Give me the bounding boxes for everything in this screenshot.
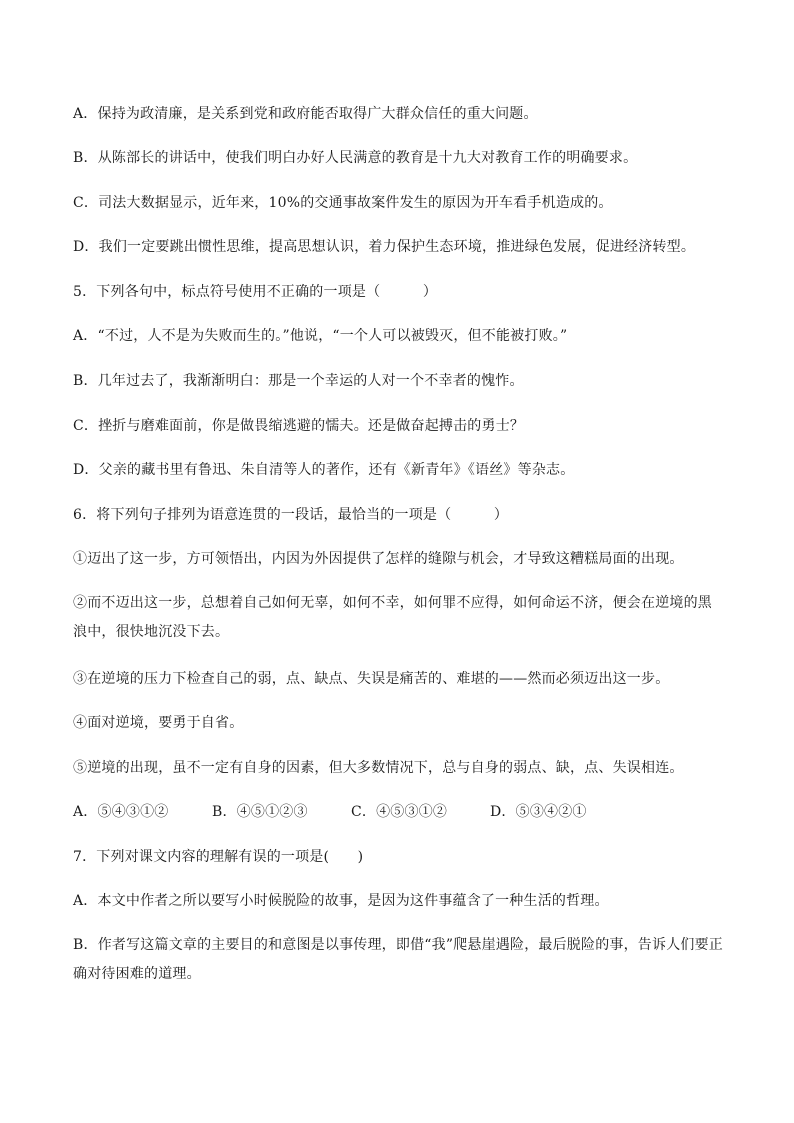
q5-option-c: C．挫折与磨难面前，你是做畏缩逃避的懦夫。还是做奋起搏击的勇士？: [73, 418, 525, 434]
q4-option-b: B．从陈部长的讲话中，使我们明白办好人民满意的教育是十九大对教育工作的明确要求。: [73, 150, 638, 166]
q5-option-a: A．“不过，人不是为失败而生的。”他说，“一个人可以被毁灭，但不能被打败。”: [73, 328, 568, 344]
q6-option-d: D．⑤③④②①: [490, 804, 587, 820]
q6-option-b: B．④⑤①②③: [212, 804, 308, 820]
q6-stem: 6．将下列句子排列为语意连贯的一段话，最恰当的一项是（ ）: [73, 507, 509, 523]
q7-stem: 7．下列对课文内容的理解有误的一项是( ): [73, 849, 364, 865]
q6-option-c: C．④⑤③①②: [351, 804, 448, 820]
q6-option-a: A．⑤④③①②: [73, 804, 169, 820]
q6-sentence-3: ③在逆境的压力下检查自己的弱，点、缺点、失误是痛苦的、难堪的——然而必须迈出这一步。: [73, 671, 670, 687]
q6-sentence-1: ①迈出了这一步，方可领悟出，内因为外因提供了怎样的缝隙与机会，才导致这糟糕局面的出现。: [73, 551, 684, 567]
q6-sentence-2: ②而不迈出这一步，总想着自己如何无辜，如何不幸，如何罪不应得，如何命运不济，便会在逆境的黑浪中，很快地沉没下去。: [73, 595, 712, 640]
q6-sentence-4: ④面对逆境，要勇于自省。: [73, 715, 244, 731]
q6-options: [73, 802, 629, 822]
q4-option-c: C．司法大数据显示，近年来，10%的交通事故案件发生的原因为开车看手机造成的。: [73, 195, 613, 211]
q7-option-b: B．作者写这篇文章的主要目的和意图是以事传理，即借“我”爬悬崖遇险，最后脱险的事，告诉人们要正确对待困难的道理。: [73, 937, 723, 982]
q4-option-a: A．保持为政清廉，是关系到党和政府能否取得广大群众信任的重大问题。: [73, 106, 538, 122]
q5-option-d: D．父亲的藏书里有鲁迅、朱自清等人的著作，还有《新青年》《语丝》等杂志。: [73, 462, 575, 478]
q4-option-d: D．我们一定要跳出惯性思维，提高思想认识，着力保护生态环境，推进绿色发展，促进经济转型。: [73, 239, 696, 255]
q5-stem: 5．下列各句中，标点符号使用不正确的一项是（ ）: [73, 284, 438, 300]
q6-sentence-5: ⑤逆境的出现，虽不一定有自身的因素，但大多数情况下，总与自身的弱点、缺，点、失误相连。: [73, 760, 684, 776]
q7-option-a: A．本文中作者之所以要写小时候脱险的故事，是因为这件事蕴含了一种生活的哲理。: [73, 893, 609, 909]
q5-option-b: B．几年过去了，我渐渐明白：那是一个幸运的人对一个不幸者的愧怍。: [73, 373, 524, 389]
